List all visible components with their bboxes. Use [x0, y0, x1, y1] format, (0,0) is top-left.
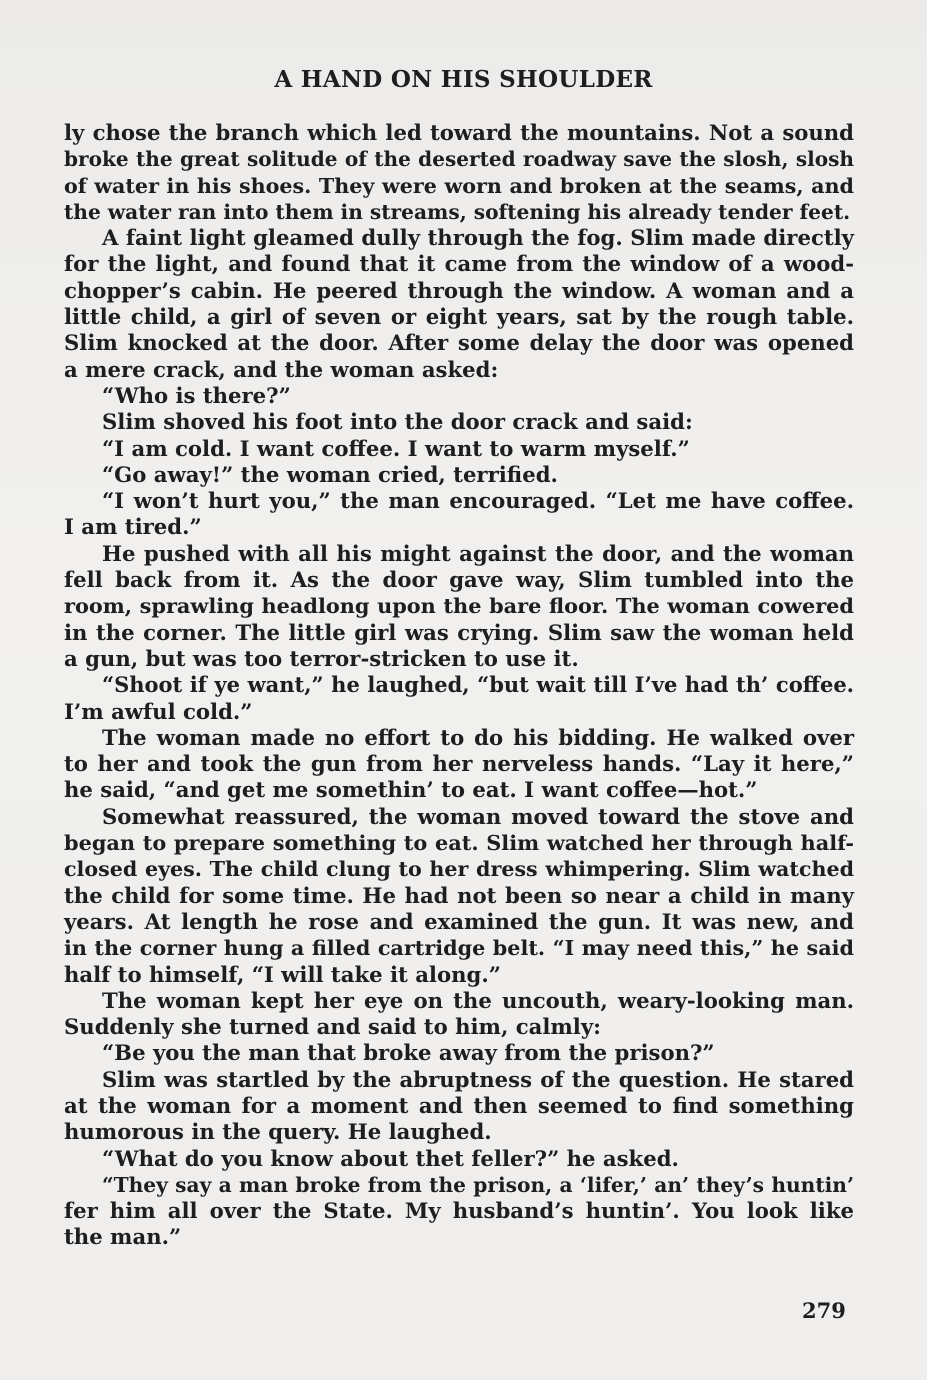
text-line: chopper’s cabin. He peered through the window. A woman and a — [64, 277, 854, 303]
text-line: the water ran into them in streams, softening his already tender feet. — [64, 199, 851, 224]
text-line: “Who is there?” — [102, 382, 291, 408]
text-line: He pushed with all his might against the door, and the woman — [102, 540, 854, 566]
text-line: a mere crack, and the woman asked: — [64, 356, 499, 382]
text-line: Slim knocked at the door. After some delay the door was opened — [64, 330, 854, 356]
text-line: years. At length he rose and examined the gun. It was new, and — [64, 908, 854, 934]
text-line: fer him all over the State. My husband’s huntin’. You look like — [64, 1198, 854, 1224]
text-line: for the light, and found that it came from the window of a wood- — [64, 251, 854, 277]
text-line: Slim was startled by the abruptness of the question. He stared — [102, 1066, 854, 1092]
body-text — [64, 120, 854, 1251]
text-line: “Shoot if ye want,” he laughed, “but wait till I’ve had th’ coffee. — [102, 672, 854, 698]
text-line: broke the great solitude of the deserted roadway save the slosh, slosh — [64, 147, 854, 172]
text-line: humorous in the query. He laughed. — [64, 1119, 492, 1145]
text-line: the man.” — [64, 1224, 182, 1250]
text-line: A faint light gleamed dully through the fog. Slim made directly — [102, 225, 854, 251]
text-line: to her and took the gun from her nerveless hands. “Lay it here,” — [64, 751, 854, 777]
text-line: a gun, but was too terror-stricken to use it. — [64, 645, 579, 671]
text-line: “I am cold. I want coffee. I want to warm myself.” — [102, 435, 690, 461]
page-number: 279 — [802, 1298, 846, 1323]
text-line: closed eyes. The child clung to her dress whimpering. Slim watched — [64, 857, 854, 882]
text-line: half to himself, “I will take it along.” — [64, 961, 501, 987]
text-line: “I won’t hurt you,” the man encouraged. “Let me have coffee. — [102, 488, 854, 514]
text-line: Slim shoved his foot into the door crack and said: — [102, 409, 693, 435]
text-line: I am tired.” — [64, 514, 202, 540]
text-line: I’m awful cold.” — [64, 698, 253, 724]
text-line: “Go away!” the woman cried, terrified. — [102, 461, 558, 487]
text-line: little child, a girl of seven or eight years, sat by the rough table. — [64, 304, 854, 330]
text-line: in the corner hung a filled cartridge belt. “I may need this,” he said — [64, 936, 854, 961]
text-line: in the corner. The little girl was crying. Slim saw the woman held — [64, 619, 854, 645]
text-line: ly chose the branch which led toward the mountains. Not a sound — [64, 120, 854, 145]
text-line: at the woman for a moment and then seemed to find something — [64, 1092, 854, 1118]
text-line: “Be you the man that broke away from the prison?” — [102, 1040, 715, 1066]
text-line: fell back from it. As the door gave way, Slim tumbled into the — [64, 567, 854, 593]
text-line: the child for some time. He had not been so near a child in many — [64, 882, 854, 908]
text-line: The woman kept her eye on the uncouth, weary-looking man. — [102, 987, 854, 1013]
text-line: he said, “and get me somethin’ to eat. I want coffee—hot.” — [64, 777, 758, 803]
text-line: The woman made no effort to do his bidding. He walked over — [102, 724, 854, 750]
text-line: began to prepare something to eat. Slim watched her through half- — [64, 830, 854, 856]
text-line: “They say a man broke from the prison, a ‘lifer,’ an’ they’s huntin’ — [102, 1172, 854, 1197]
text-line: of water in his shoes. They were worn and broken at the seams, and — [64, 173, 854, 198]
text-line: Suddenly she turned and said to him, calmly: — [64, 1014, 601, 1040]
text-line: “What do you know about thet feller?” he asked. — [102, 1145, 679, 1171]
text-line: room, sprawling headlong upon the bare floor. The woman cowered — [64, 593, 854, 619]
running-head: A HAND ON HIS SHOULDER — [274, 66, 653, 93]
text-line: Somewhat reassured, the woman moved toward the stove and — [102, 803, 854, 829]
